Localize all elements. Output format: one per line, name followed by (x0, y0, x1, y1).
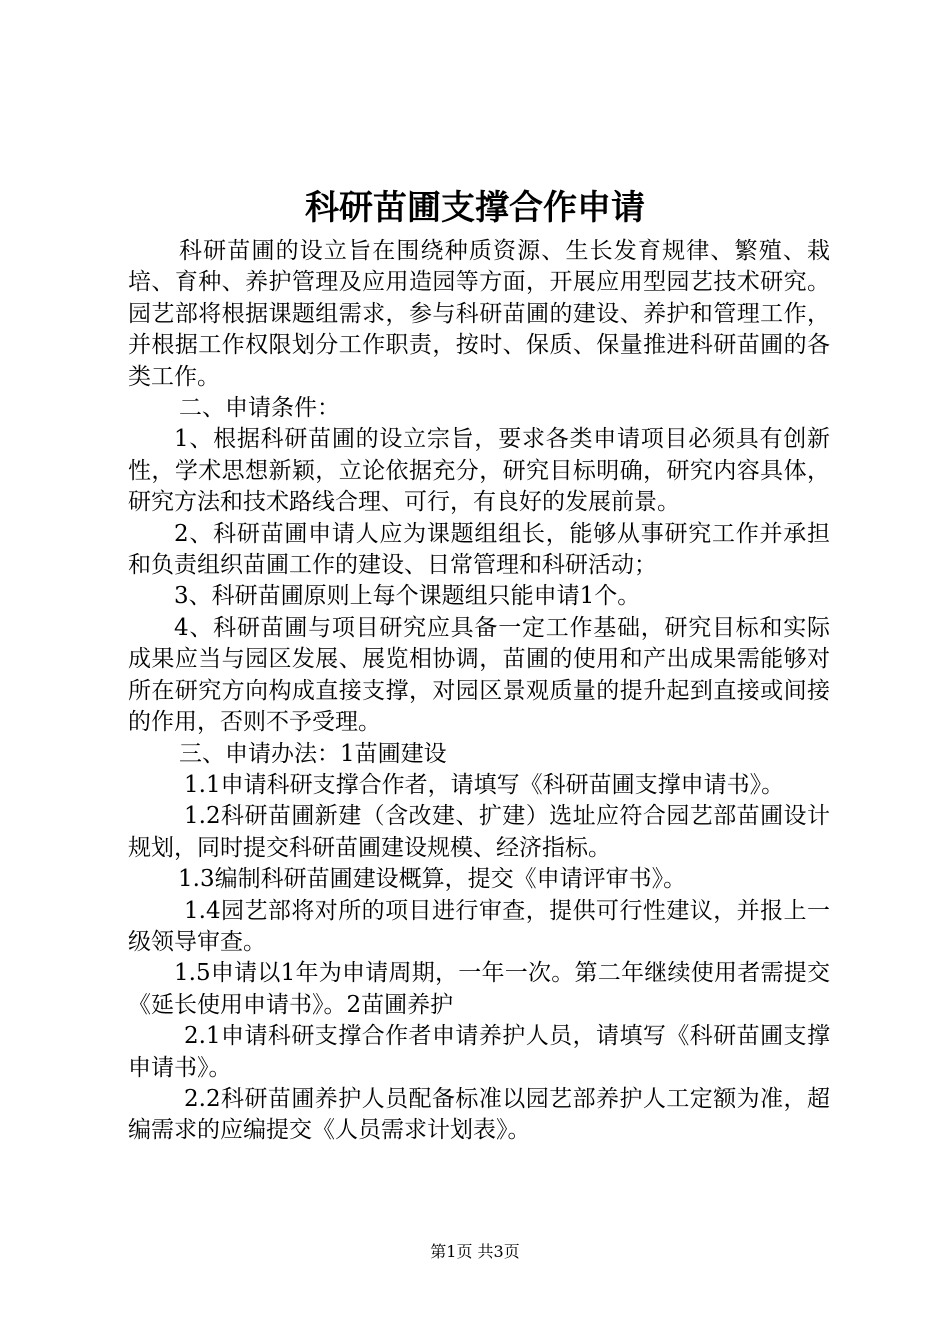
condition-item-2: 2、科研苗圃申请人应为课题组组长，能够从事研究工作并承担和负责组织苗圃工作的建设、日常管理和科研活动； (128, 520, 830, 579)
method-item-1-1: 1.1申请科研支撑合作者，请填写《科研苗圃支撑申请书》。 (184, 771, 785, 798)
method-item-1-5: 1.5申请以1年为申请周期，一年一次。第二年继续使用者需提交《延长使用申请书》。2苗圃养护 (128, 960, 830, 1018)
condition-item-4: 4、科研苗圃与项目研究应具备一定工作基础，研究目标和实际成果应当与园区发展、展览相协调，苗圃的使用和产出成果需能够对所在研究方向构成直接支撑，对园区景观质量的提升起到直接或间接的作用，否则不予受理。 (128, 614, 830, 736)
document-title: 科研苗圃支撑合作申请 (305, 188, 645, 228)
document-body (128, 236, 830, 1147)
method-item-2-2: 2.2科研苗圃养护人员配备标准以园艺部养护人工定额为准，超编需求的应编提交《人员需求计划表》。 (128, 1085, 830, 1144)
method-item-1-4: 1.4园艺部将对所的项目进行审查，提供可行性建议，并报上一级领导审查。 (128, 897, 830, 955)
page-number-footer: 第1页 共3页 (430, 1242, 520, 1261)
method-item-1-2: 1.2科研苗圃新建（含改建、扩建）选址应符合园艺部苗圃设计规划，同时提交科研苗圃建设规模、经济指标。 (128, 803, 830, 861)
intro-paragraph: 科研苗圃的设立旨在围绕种质资源、生长发育规律、繁殖、栽培、育种、养护管理及应用造园等方面，开展应用型园艺技术研究。园艺部将根据课题组需求，参与科研苗圃的建设、养护和管理工作，并根据工作权限划分工作职责，按时、保质、保量推进科研苗圃的各类工作。 (128, 238, 830, 390)
method-item-2-1: 2.1申请科研支撑合作者申请养护人员，请填写《科研苗圃支撑申请书》。 (128, 1023, 830, 1081)
section-heading-methods: 三、申请办法：1苗圃建设 (179, 740, 447, 767)
condition-item-1: 1、根据科研苗圃的设立宗旨，要求各类申请项目必须具有创新性，学术思想新颖，立论依据充分，研究目标明确，研究内容具体，研究方法和技术路线合理、可行，有良好的发展前景。 (128, 426, 830, 516)
method-item-1-3: 1.3编制科研苗圃建设概算，提交《申请评审书》。 (178, 866, 687, 893)
section-heading-conditions: 二、申请条件： (179, 395, 340, 422)
condition-item-3: 3、科研苗圃原则上每个课题组只能申请1个。 (174, 583, 641, 610)
